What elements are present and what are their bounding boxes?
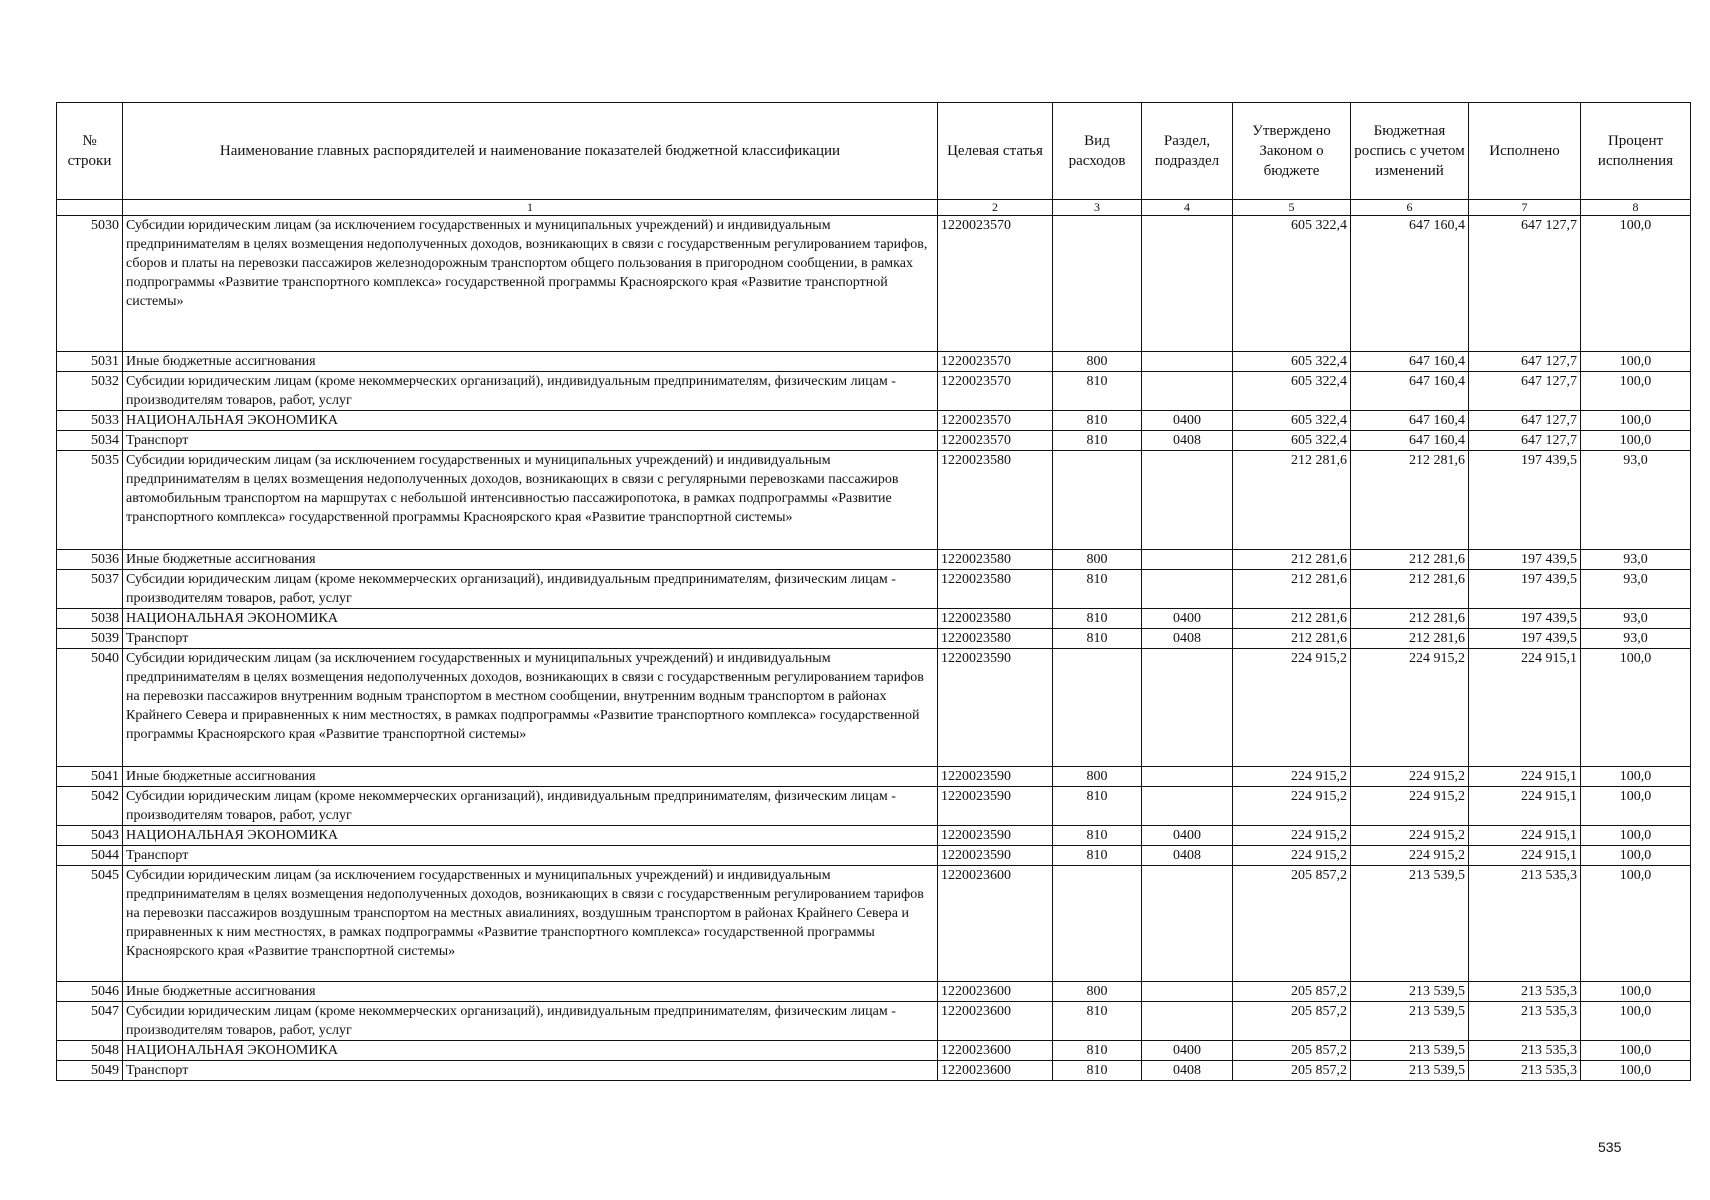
row-section	[1142, 767, 1233, 787]
row-percent: 100,0	[1581, 372, 1691, 411]
row-percent: 100,0	[1581, 1061, 1691, 1081]
row-percent: 100,0	[1581, 1041, 1691, 1061]
row-section: 0408	[1142, 846, 1233, 866]
row-number: 5045	[57, 866, 123, 982]
row-expense-kind: 810	[1053, 609, 1142, 629]
row-number: 5044	[57, 846, 123, 866]
row-name: Транспорт	[123, 1061, 938, 1081]
row-expense-kind	[1053, 216, 1142, 352]
table-row	[57, 609, 1691, 629]
row-budget-schedule: 212 281,6	[1351, 451, 1469, 550]
row-budget-schedule: 213 539,5	[1351, 1061, 1469, 1081]
row-executed: 647 127,7	[1469, 216, 1581, 352]
table-header-row	[57, 103, 1691, 200]
row-name: Транспорт	[123, 431, 938, 451]
table-row	[57, 866, 1691, 982]
column-number: 7	[1469, 200, 1581, 216]
table-row	[57, 550, 1691, 570]
row-executed: 647 127,7	[1469, 411, 1581, 431]
row-section	[1142, 649, 1233, 767]
row-executed: 647 127,7	[1469, 372, 1581, 411]
row-budget-schedule: 224 915,2	[1351, 767, 1469, 787]
row-name: Субсидии юридическим лицам (за исключением государственных и муниципальных учреждений) и индивидуальным предпринимателям в целях возмещения недополученных доходов, возникающих в связи с государственным регулированием тарифов, сборов и платы на перевозки пассажиров железнодорожным транспортом общего пользования в пригородном сообщении, в рамках подпрограммы «Развитие транспортного комплекса» государственной программы Красноярского края «Развитие транспортной системы»	[123, 216, 938, 352]
row-target-article: 1220023580	[938, 550, 1053, 570]
row-number: 5047	[57, 1002, 123, 1041]
row-approved: 212 281,6	[1233, 550, 1351, 570]
budget-table	[56, 102, 1691, 1081]
table-row	[57, 787, 1691, 826]
row-number: 5035	[57, 451, 123, 550]
table-row	[57, 431, 1691, 451]
row-percent: 100,0	[1581, 767, 1691, 787]
table-row	[57, 1061, 1691, 1081]
row-name: НАЦИОНАЛЬНАЯ ЭКОНОМИКА	[123, 609, 938, 629]
row-approved: 205 857,2	[1233, 1041, 1351, 1061]
row-budget-schedule: 213 539,5	[1351, 866, 1469, 982]
row-executed: 224 915,1	[1469, 787, 1581, 826]
column-number: 8	[1581, 200, 1691, 216]
row-section: 0408	[1142, 431, 1233, 451]
row-budget-schedule: 647 160,4	[1351, 372, 1469, 411]
row-percent: 100,0	[1581, 352, 1691, 372]
row-number: 5041	[57, 767, 123, 787]
row-section: 0408	[1142, 629, 1233, 649]
row-executed: 197 439,5	[1469, 570, 1581, 609]
row-budget-schedule: 212 281,6	[1351, 629, 1469, 649]
row-name: Субсидии юридическим лицам (за исключением государственных и муниципальных учреждений) и индивидуальным предпринимателям в целях возмещения недополученных доходов, возникающих в связи с регулярными перевозками пассажиров автомобильным транспортом на маршрутах с небольшой интенсивностью пассажиропотока, в рамках подпрограммы «Развитие транспортного комплекса» государственной программы Красноярского края «Развитие транспортной системы»	[123, 451, 938, 550]
row-name: Субсидии юридическим лицам (за исключением государственных и муниципальных учреждений) и индивидуальным предпринимателям в целях возмещения недополученных доходов, возникающих в связи с государственным регулированием тарифов на перевозки пассажиров воздушным транспортом на местных авиалиниях, воздушным транспортом в районах Крайнего Севера и приравненных к ним местностях, в рамках подпрограммы «Развитие транспортного комплекса» государственной программы Красноярского края «Развитие транспортной системы»	[123, 866, 938, 982]
row-approved: 224 915,2	[1233, 767, 1351, 787]
column-number: 5	[1233, 200, 1351, 216]
row-expense-kind: 810	[1053, 787, 1142, 826]
table-row	[57, 649, 1691, 767]
row-approved: 205 857,2	[1233, 982, 1351, 1002]
row-expense-kind: 810	[1053, 846, 1142, 866]
row-approved: 605 322,4	[1233, 431, 1351, 451]
row-expense-kind	[1053, 649, 1142, 767]
row-name: Иные бюджетные ассигнования	[123, 550, 938, 570]
column-number	[57, 200, 123, 216]
row-name: НАЦИОНАЛЬНАЯ ЭКОНОМИКА	[123, 1041, 938, 1061]
row-section	[1142, 982, 1233, 1002]
row-section: 0408	[1142, 1061, 1233, 1081]
row-target-article: 1220023580	[938, 609, 1053, 629]
row-number: 5038	[57, 609, 123, 629]
row-percent: 93,0	[1581, 629, 1691, 649]
row-percent: 100,0	[1581, 866, 1691, 982]
row-budget-schedule: 647 160,4	[1351, 431, 1469, 451]
header-name: Наименование главных распорядителей и наименование показателей бюджетной классификации	[123, 103, 938, 200]
row-approved: 224 915,2	[1233, 649, 1351, 767]
row-expense-kind: 810	[1053, 826, 1142, 846]
row-name: Субсидии юридическим лицам (кроме некоммерческих организаций), индивидуальным предпринимателям, физическим лицам - производителям товаров, работ, услуг	[123, 570, 938, 609]
row-name: Иные бюджетные ассигнования	[123, 352, 938, 372]
row-section	[1142, 216, 1233, 352]
row-executed: 213 535,3	[1469, 1061, 1581, 1081]
row-number: 5031	[57, 352, 123, 372]
row-target-article: 1220023570	[938, 411, 1053, 431]
row-percent: 100,0	[1581, 1002, 1691, 1041]
row-target-article: 1220023580	[938, 570, 1053, 609]
table-row	[57, 411, 1691, 431]
row-executed: 197 439,5	[1469, 629, 1581, 649]
header-section: Раздел, подраздел	[1142, 103, 1233, 200]
row-budget-schedule: 212 281,6	[1351, 570, 1469, 609]
table-row	[57, 372, 1691, 411]
row-number: 5040	[57, 649, 123, 767]
row-target-article: 1220023600	[938, 982, 1053, 1002]
row-budget-schedule: 212 281,6	[1351, 609, 1469, 629]
row-target-article: 1220023600	[938, 1002, 1053, 1041]
row-section: 0400	[1142, 609, 1233, 629]
column-number: 1	[123, 200, 938, 216]
header-percent: Процент исполнения	[1581, 103, 1691, 200]
row-name: Субсидии юридическим лицам (кроме некоммерческих организаций), индивидуальным предпринимателям, физическим лицам - производителям товаров, работ, услуг	[123, 1002, 938, 1041]
row-percent: 93,0	[1581, 550, 1691, 570]
row-executed: 213 535,3	[1469, 866, 1581, 982]
row-approved: 605 322,4	[1233, 372, 1351, 411]
row-expense-kind: 810	[1053, 629, 1142, 649]
row-budget-schedule: 224 915,2	[1351, 787, 1469, 826]
row-target-article: 1220023590	[938, 649, 1053, 767]
row-expense-kind: 810	[1053, 1041, 1142, 1061]
row-percent: 93,0	[1581, 451, 1691, 550]
row-approved: 205 857,2	[1233, 1002, 1351, 1041]
header-approved: Утверждено Законом о бюджете	[1233, 103, 1351, 200]
row-percent: 100,0	[1581, 826, 1691, 846]
row-target-article: 1220023600	[938, 1041, 1053, 1061]
row-executed: 647 127,7	[1469, 352, 1581, 372]
row-expense-kind: 800	[1053, 352, 1142, 372]
row-number: 5037	[57, 570, 123, 609]
table-row	[57, 570, 1691, 609]
row-expense-kind: 810	[1053, 1002, 1142, 1041]
row-target-article: 1220023570	[938, 431, 1053, 451]
table-row	[57, 1041, 1691, 1061]
row-name: Транспорт	[123, 629, 938, 649]
row-percent: 100,0	[1581, 411, 1691, 431]
row-budget-schedule: 224 915,2	[1351, 846, 1469, 866]
row-target-article: 1220023580	[938, 629, 1053, 649]
row-expense-kind: 800	[1053, 982, 1142, 1002]
row-approved: 224 915,2	[1233, 787, 1351, 826]
table-row	[57, 451, 1691, 550]
row-approved: 224 915,2	[1233, 846, 1351, 866]
row-number: 5033	[57, 411, 123, 431]
row-expense-kind: 800	[1053, 550, 1142, 570]
column-number-row	[57, 200, 1691, 216]
table-row	[57, 826, 1691, 846]
row-budget-schedule: 647 160,4	[1351, 216, 1469, 352]
row-budget-schedule: 647 160,4	[1351, 411, 1469, 431]
row-budget-schedule: 213 539,5	[1351, 982, 1469, 1002]
row-percent: 100,0	[1581, 649, 1691, 767]
row-executed: 213 535,3	[1469, 1041, 1581, 1061]
column-number: 2	[938, 200, 1053, 216]
row-section	[1142, 1002, 1233, 1041]
row-name: Транспорт	[123, 846, 938, 866]
budget-document-page	[56, 102, 1690, 1081]
row-executed: 197 439,5	[1469, 550, 1581, 570]
row-target-article: 1220023580	[938, 451, 1053, 550]
row-section	[1142, 352, 1233, 372]
row-approved: 224 915,2	[1233, 826, 1351, 846]
row-section: 0400	[1142, 826, 1233, 846]
row-number: 5039	[57, 629, 123, 649]
row-executed: 224 915,1	[1469, 826, 1581, 846]
row-percent: 93,0	[1581, 570, 1691, 609]
row-percent: 100,0	[1581, 982, 1691, 1002]
row-name: Иные бюджетные ассигнования	[123, 982, 938, 1002]
row-name: Субсидии юридическим лицам (кроме некоммерческих организаций), индивидуальным предпринимателям, физическим лицам - производителям товаров, работ, услуг	[123, 372, 938, 411]
row-budget-schedule: 212 281,6	[1351, 550, 1469, 570]
table-row	[57, 982, 1691, 1002]
row-name: НАЦИОНАЛЬНАЯ ЭКОНОМИКА	[123, 411, 938, 431]
header-row-number: № строки	[57, 103, 123, 200]
row-section: 0400	[1142, 411, 1233, 431]
header-executed: Исполнено	[1469, 103, 1581, 200]
header-expense-kind: Вид расходов	[1053, 103, 1142, 200]
row-number: 5046	[57, 982, 123, 1002]
row-percent: 100,0	[1581, 431, 1691, 451]
row-executed: 213 535,3	[1469, 982, 1581, 1002]
table-body	[57, 216, 1691, 1081]
row-approved: 205 857,2	[1233, 1061, 1351, 1081]
row-approved: 605 322,4	[1233, 352, 1351, 372]
row-number: 5034	[57, 431, 123, 451]
row-number: 5042	[57, 787, 123, 826]
row-budget-schedule: 213 539,5	[1351, 1002, 1469, 1041]
row-section	[1142, 787, 1233, 826]
row-target-article: 1220023590	[938, 826, 1053, 846]
row-number: 5030	[57, 216, 123, 352]
row-target-article: 1220023590	[938, 767, 1053, 787]
row-target-article: 1220023600	[938, 866, 1053, 982]
row-approved: 205 857,2	[1233, 866, 1351, 982]
row-section	[1142, 866, 1233, 982]
row-percent: 100,0	[1581, 846, 1691, 866]
column-number: 6	[1351, 200, 1469, 216]
row-name: Субсидии юридическим лицам (кроме некоммерческих организаций), индивидуальным предпринимателям, физическим лицам - производителям товаров, работ, услуг	[123, 787, 938, 826]
row-percent: 100,0	[1581, 787, 1691, 826]
row-approved: 605 322,4	[1233, 216, 1351, 352]
row-expense-kind: 810	[1053, 411, 1142, 431]
row-budget-schedule: 213 539,5	[1351, 1041, 1469, 1061]
row-expense-kind: 810	[1053, 431, 1142, 451]
row-executed: 647 127,7	[1469, 431, 1581, 451]
table-row	[57, 216, 1691, 352]
row-budget-schedule: 224 915,2	[1351, 649, 1469, 767]
row-executed: 224 915,1	[1469, 767, 1581, 787]
row-name: Субсидии юридическим лицам (за исключением государственных и муниципальных учреждений) и индивидуальным предпринимателям в целях возмещения недополученных доходов, возникающих в связи с государственным регулированием тарифов на перевозки пассажиров внутренним водным транспортом в местном сообщении, внутренним водным транспортом в районах Крайнего Севера и приравненных к ним местностях, в рамках подпрограммы «Развитие транспортного комплекса» государственной программы Красноярского края «Развитие транспортной системы»	[123, 649, 938, 767]
row-approved: 212 281,6	[1233, 451, 1351, 550]
row-target-article: 1220023600	[938, 1061, 1053, 1081]
row-expense-kind: 810	[1053, 372, 1142, 411]
row-expense-kind: 810	[1053, 1061, 1142, 1081]
row-approved: 212 281,6	[1233, 609, 1351, 629]
row-expense-kind: 800	[1053, 767, 1142, 787]
header-target-article: Целевая статья	[938, 103, 1053, 200]
row-approved: 212 281,6	[1233, 570, 1351, 609]
row-name: НАЦИОНАЛЬНАЯ ЭКОНОМИКА	[123, 826, 938, 846]
row-number: 5048	[57, 1041, 123, 1061]
row-target-article: 1220023590	[938, 846, 1053, 866]
row-expense-kind	[1053, 451, 1142, 550]
row-number: 5032	[57, 372, 123, 411]
row-target-article: 1220023570	[938, 352, 1053, 372]
column-number: 4	[1142, 200, 1233, 216]
header-budget-schedule: Бюджетная роспись с учетом изменений	[1351, 103, 1469, 200]
row-expense-kind: 810	[1053, 570, 1142, 609]
row-number: 5043	[57, 826, 123, 846]
row-section	[1142, 372, 1233, 411]
row-percent: 93,0	[1581, 609, 1691, 629]
row-section	[1142, 570, 1233, 609]
table-row	[57, 846, 1691, 866]
column-number: 3	[1053, 200, 1142, 216]
row-executed: 213 535,3	[1469, 1002, 1581, 1041]
row-number: 5036	[57, 550, 123, 570]
row-budget-schedule: 224 915,2	[1351, 826, 1469, 846]
row-budget-schedule: 647 160,4	[1351, 352, 1469, 372]
row-target-article: 1220023570	[938, 372, 1053, 411]
row-percent: 100,0	[1581, 216, 1691, 352]
row-section	[1142, 550, 1233, 570]
row-executed: 224 915,1	[1469, 846, 1581, 866]
row-executed: 197 439,5	[1469, 451, 1581, 550]
table-row	[57, 629, 1691, 649]
row-section	[1142, 451, 1233, 550]
table-row	[57, 767, 1691, 787]
row-approved: 605 322,4	[1233, 411, 1351, 431]
page-number: 535	[1598, 1139, 1622, 1155]
row-executed: 197 439,5	[1469, 609, 1581, 629]
row-section: 0400	[1142, 1041, 1233, 1061]
row-number: 5049	[57, 1061, 123, 1081]
table-row	[57, 1002, 1691, 1041]
row-executed: 224 915,1	[1469, 649, 1581, 767]
row-target-article: 1220023590	[938, 787, 1053, 826]
table-row	[57, 352, 1691, 372]
row-approved: 212 281,6	[1233, 629, 1351, 649]
row-target-article: 1220023570	[938, 216, 1053, 352]
row-name: Иные бюджетные ассигнования	[123, 767, 938, 787]
row-expense-kind	[1053, 866, 1142, 982]
